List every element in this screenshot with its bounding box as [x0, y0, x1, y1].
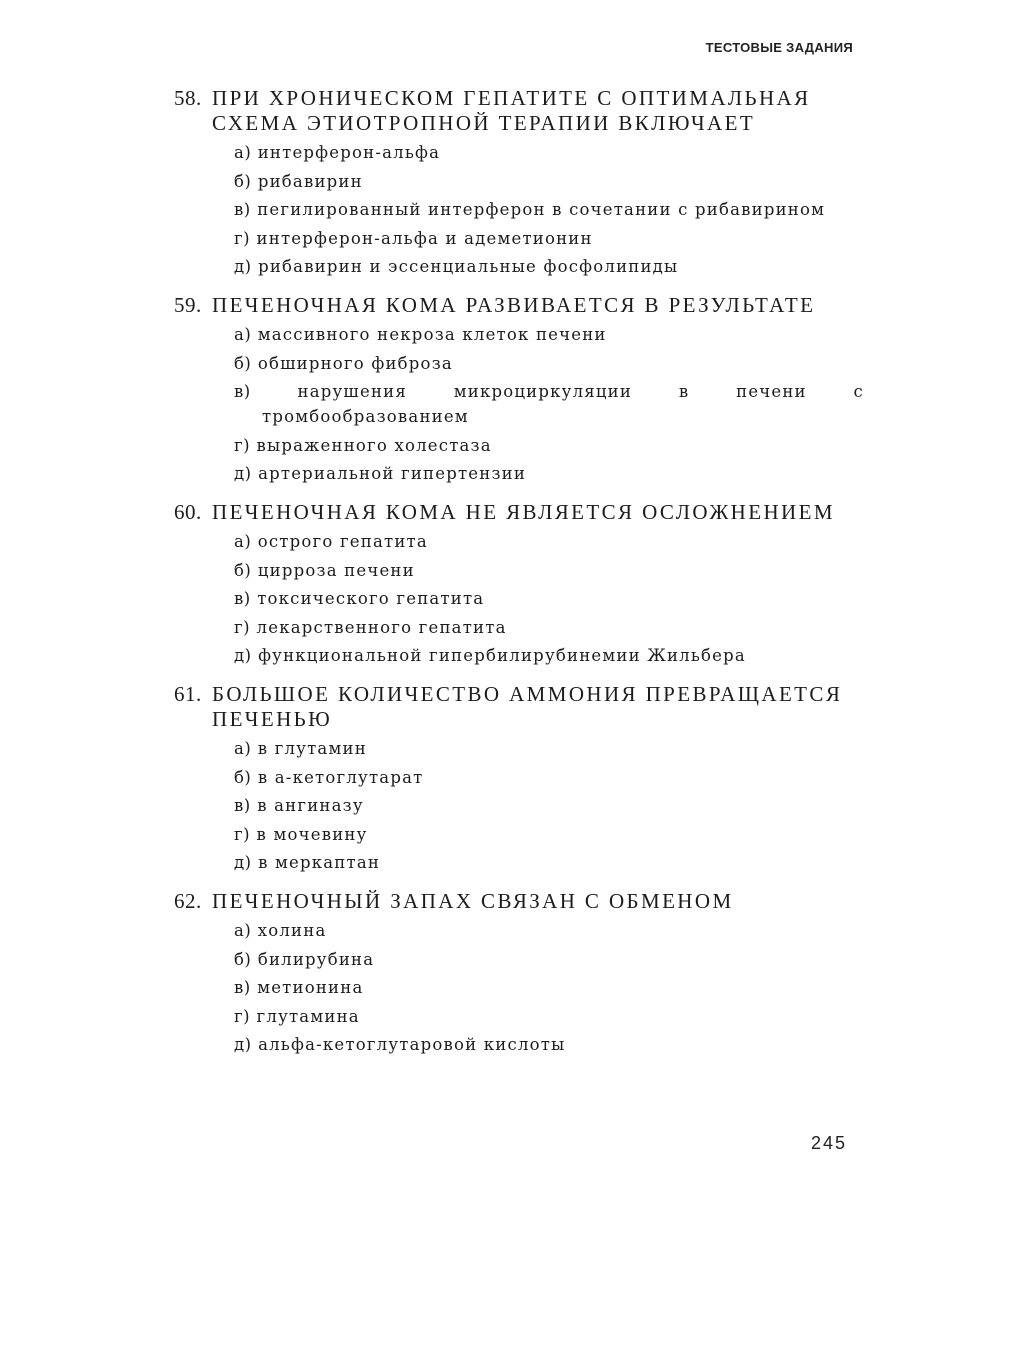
answer-letter: б)	[234, 171, 252, 191]
question-60	[174, 500, 864, 668]
answer-list	[174, 529, 864, 668]
answer-option	[234, 351, 864, 376]
answer-text: цирроза печени	[257, 560, 415, 580]
answer-list	[174, 322, 864, 486]
answer-letter: а)	[234, 921, 252, 940]
question-62	[174, 889, 864, 1057]
answer-option	[234, 822, 864, 847]
answer-option	[234, 226, 864, 251]
answer-option	[234, 1004, 864, 1029]
answer-letter: б)	[234, 560, 252, 580]
question-number: 58.	[174, 86, 202, 110]
answer-letter: в)	[234, 382, 251, 401]
answer-letter: а)	[234, 325, 252, 344]
answer-letter: д)	[234, 1035, 252, 1054]
answer-letter: а)	[234, 143, 252, 162]
answer-option	[234, 1032, 864, 1057]
answer-option	[234, 975, 864, 1000]
answer-option	[234, 254, 864, 279]
answer-option	[234, 850, 864, 875]
question-number: 59.	[174, 293, 202, 317]
answer-text: в глутамин	[257, 739, 367, 758]
question-text: ПРИ ХРОНИЧЕСКОМ ГЕПАТИТЕ С ОПТИМАЛЬНАЯ СХЕМА ЭТИОТРОПНОЙ ТЕРАПИИ ВКЛЮЧАЕТ	[212, 86, 811, 135]
answer-text: альфа-кетоглутаровой кислоты	[258, 1035, 566, 1054]
answer-text: глутамина	[256, 1006, 360, 1026]
answer-option	[234, 433, 864, 458]
answer-list	[174, 140, 864, 279]
answer-text: интерферон-альфа и адеметионин	[256, 228, 593, 248]
answer-text: интерферон-альфа	[257, 143, 441, 162]
answer-text: холина	[257, 921, 327, 940]
answer-text: массивного некроза клеток печени	[257, 325, 607, 344]
question-title	[174, 889, 864, 914]
answer-letter: а)	[234, 739, 252, 758]
answer-option	[234, 379, 864, 429]
answer-letter: а)	[234, 532, 252, 551]
answer-letter: в)	[234, 200, 251, 219]
running-head: ТЕСТОВЫЕ ЗАДАНИЯ	[705, 40, 853, 55]
answer-option	[234, 793, 864, 818]
answer-letter: д)	[234, 464, 252, 483]
answer-text: функциональной гипербилирубинемии Жильбера	[258, 646, 746, 665]
question-text: ПЕЧЕНОЧНАЯ КОМА НЕ ЯВЛЯЕТСЯ ОСЛОЖНЕНИЕМ	[212, 500, 835, 524]
answer-letter: в)	[234, 978, 251, 997]
question-title	[174, 682, 864, 732]
answer-letter: в)	[234, 796, 251, 815]
answer-list	[174, 918, 864, 1057]
answer-letter: г)	[234, 617, 251, 637]
question-title	[174, 500, 864, 525]
answer-text: обширного фиброза	[257, 353, 453, 373]
answer-text: рибавирин	[257, 171, 363, 191]
answer-option	[234, 586, 864, 611]
answer-option	[234, 736, 864, 761]
answer-letter: б)	[234, 767, 252, 787]
answer-letter: г)	[234, 1006, 251, 1026]
question-number: 61.	[174, 682, 202, 706]
answer-letter: д)	[234, 257, 252, 276]
answer-letter: в)	[234, 589, 251, 608]
answer-option	[234, 615, 864, 640]
answer-text: пегилированный интерферон в сочетании с рибавирином	[257, 200, 826, 219]
answer-text: метионина	[257, 978, 364, 997]
answer-option	[234, 918, 864, 943]
answer-text: лекарственного гепатита	[256, 617, 507, 637]
page-number: 245	[810, 1133, 847, 1153]
answer-text: токсического гепатита	[257, 589, 485, 608]
answer-option	[234, 322, 864, 347]
answer-option	[234, 765, 864, 790]
answer-text: острого гепатита	[257, 532, 428, 551]
answer-letter: г)	[234, 228, 251, 248]
question-58	[174, 86, 864, 279]
answer-text: нарушения микроциркуляции в печени с тромбообразованием	[262, 382, 864, 426]
answer-option	[234, 643, 864, 668]
answer-text: в меркаптан	[258, 853, 381, 872]
question-number: 60.	[174, 500, 202, 524]
answer-option	[234, 947, 864, 972]
answer-text: артериальной гипертензии	[258, 464, 527, 483]
answer-option	[234, 197, 864, 222]
answer-text: билирубина	[257, 949, 375, 969]
answer-text: рибавирин и эссенциальные фосфолипиды	[258, 257, 679, 276]
answer-letter: г)	[234, 824, 251, 844]
answer-text: выраженного холестаза	[256, 435, 492, 455]
question-59	[174, 293, 864, 486]
question-title	[174, 293, 864, 318]
answer-list	[174, 736, 864, 875]
answer-option	[234, 558, 864, 583]
answer-option	[234, 140, 864, 165]
question-61	[174, 682, 864, 875]
answer-option	[234, 169, 864, 194]
answer-letter: д)	[234, 853, 252, 872]
answer-option	[234, 461, 864, 486]
question-text: БОЛЬШОЕ КОЛИЧЕСТВО АММОНИЯ ПРЕВРАЩАЕТСЯ ПЕЧЕНЬЮ	[212, 682, 843, 731]
answer-letter: г)	[234, 435, 251, 455]
question-title	[174, 86, 864, 136]
answer-text: в ангиназу	[257, 796, 364, 815]
answer-text: в мочевину	[256, 824, 368, 844]
answer-text: в а-кетоглутарат	[257, 767, 424, 787]
question-number: 62.	[174, 889, 202, 913]
answer-letter: б)	[234, 353, 252, 373]
question-list	[174, 86, 864, 1071]
question-text: ПЕЧЕНОЧНАЯ КОМА РАЗВИВАЕТСЯ В РЕЗУЛЬТАТЕ	[212, 293, 816, 317]
answer-letter: д)	[234, 646, 252, 665]
answer-option	[234, 529, 864, 554]
answer-letter: б)	[234, 949, 252, 969]
question-text: ПЕЧЕНОЧНЫЙ ЗАПАХ СВЯЗАН С ОБМЕНОМ	[212, 889, 734, 913]
